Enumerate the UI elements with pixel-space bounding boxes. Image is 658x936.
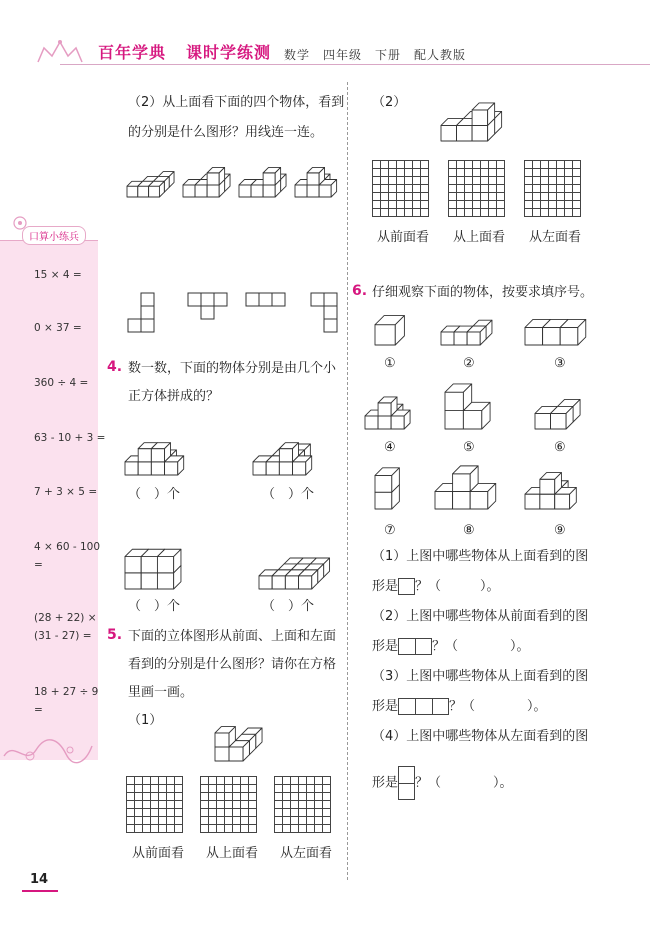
header-series: 课时学练测 (186, 43, 272, 62)
q6-1-shape (398, 578, 415, 595)
sidebar-item: = (34, 704, 43, 716)
q3-object-2 (182, 150, 230, 198)
q6-4-line2 (372, 766, 513, 800)
q5-part1-grid-left[interactable] (274, 776, 331, 833)
unit-cube (472, 103, 495, 126)
unit-cube (263, 167, 280, 184)
grid-label-top: 从上面看 (206, 846, 259, 861)
q6-figure-1 (374, 316, 404, 346)
unit-cube (467, 326, 486, 345)
sidebar-item: 15 × 4 = (34, 269, 82, 281)
sidebar-badge: 口算小练兵 (22, 226, 86, 245)
q4-object-4 (258, 530, 330, 590)
q6-figure-6 (534, 396, 580, 430)
q6-2-answer-blank[interactable]: ？（ ）。 (432, 639, 530, 654)
q5-part2-grid-left[interactable] (524, 160, 581, 217)
q6-number: 6. (352, 283, 368, 299)
q5-part2-object (440, 96, 502, 142)
unit-cube (445, 384, 472, 411)
unit-cube (299, 570, 318, 589)
q6-2-prefix: 形是 (372, 639, 399, 654)
grid-label-front: 从前面看 (132, 846, 185, 861)
q5-line2: 看到的分别是什么图形？请你在方格 (128, 657, 337, 672)
sidebar-item: 7 + 3 × 5 = (34, 486, 98, 498)
q4-object-2 (252, 416, 324, 476)
q6-4-prefix: 形是 (372, 775, 399, 791)
q6-figure-2 (440, 312, 492, 346)
q5-part1-grid-front[interactable] (126, 776, 183, 833)
q6-label-7: ⑦ (384, 523, 396, 538)
q6-label-8: ⑧ (463, 523, 475, 538)
q6-figure-4 (364, 388, 416, 430)
unit-cube (378, 397, 397, 416)
sidebar-item: 360 ÷ 4 = (34, 377, 89, 389)
sidebar-item: 18 + 27 ÷ 9 (34, 686, 99, 698)
page-number-underline (22, 890, 58, 892)
q3-part2-line1: （2）从上面看下面的四个物体，看到 (128, 95, 345, 110)
q6-label-4: ④ (384, 440, 396, 455)
q3-top-view-4 (310, 292, 340, 334)
q6-3-line1: （3）上图中哪些物体从上面看到的图 (372, 669, 589, 684)
q6-label-1: ① (384, 356, 396, 371)
column-divider (347, 82, 348, 880)
q3-object-3 (238, 150, 286, 198)
q6-figure-5 (444, 384, 490, 430)
page-number: 14 (30, 872, 49, 887)
q4-object-1 (124, 416, 196, 476)
q4-object-3 (124, 530, 196, 590)
q6-figure-3 (524, 316, 586, 346)
q5-line3: 里画一画。 (128, 685, 194, 700)
q6-2-line2 (372, 638, 530, 656)
q4-blank-4[interactable]: （ ）个 (262, 599, 315, 614)
q6-figure-8 (434, 466, 496, 510)
unit-cube (560, 319, 586, 345)
q6-label-6: ⑥ (554, 440, 566, 455)
q5-part1-object (214, 712, 262, 762)
header-brand: 百年学典 (98, 43, 167, 62)
q6-figure-7 (374, 468, 404, 510)
header-rule (60, 64, 650, 65)
q6-intro: 仔细观察下面的物体，按要求填序号。 (372, 285, 594, 300)
q4-number: 4. (107, 359, 123, 375)
q5-part1-label: （1） (128, 713, 163, 728)
unit-cube (215, 727, 235, 747)
q6-2-shape (398, 638, 432, 655)
unit-cube (551, 406, 574, 429)
grid-label-front: 从前面看 (377, 230, 430, 245)
q3-object-1 (126, 150, 174, 198)
q3-top-view-3 (245, 292, 287, 308)
q6-4-shape (398, 766, 415, 800)
unit-cube (453, 466, 479, 492)
unit-cube (151, 443, 170, 462)
header-crown-decoration (30, 36, 94, 66)
grid-label-left: 从左面看 (280, 846, 333, 861)
q6-label-2: ② (463, 356, 475, 371)
q5-line1: 下面的立体图形从前面、上面和左面 (128, 629, 337, 644)
q5-part1-grid-top[interactable] (200, 776, 257, 833)
sidebar-item: 4 × 60 - 100 (34, 541, 101, 553)
sidebar-item: 63 - 10 + 3 = (34, 432, 106, 444)
sidebar-panel (0, 240, 101, 760)
q3-part2-line2: 的分别是什么图形？用线连一连。 (128, 125, 324, 140)
q6-1-line1: （1）上图中哪些物体从上面看到的图 (372, 549, 589, 564)
sidebar-swirl-decoration (0, 736, 96, 766)
unit-cube (207, 167, 224, 184)
q4-line2: 正方体拼成的？ (128, 389, 220, 404)
q4-line1: 数一数，下面的物体分别是由几个小 (128, 361, 337, 376)
q6-4-line1: （4）上图中哪些物体从左面看到的图 (372, 729, 589, 744)
q3-top-view-2 (187, 292, 229, 322)
sidebar-item: (28 + 22) × (34, 612, 97, 624)
q6-label-3: ③ (554, 356, 566, 371)
q5-part2-grid-top[interactable] (448, 160, 505, 217)
sidebar-item: (31 - 27) = (34, 630, 92, 642)
q6-label-5: ⑤ (463, 440, 475, 455)
q5-part2-label: （2） (372, 95, 407, 110)
unit-cube (279, 443, 298, 462)
grid-label-left: 从左面看 (529, 230, 582, 245)
q5-part2-grid-front[interactable] (372, 160, 429, 217)
q6-3-line2 (372, 698, 547, 716)
unit-cube (157, 549, 181, 573)
q6-3-prefix: 形是 (372, 699, 399, 714)
q4-blank-2[interactable]: （ ）个 (262, 487, 315, 502)
q6-1-line2 (372, 578, 500, 596)
q6-3-shape (398, 698, 449, 715)
q6-4-answer-blank[interactable]: ？（ ）。 (415, 775, 513, 791)
q5-number: 5. (107, 627, 123, 643)
sidebar-item: = (34, 559, 43, 571)
sidebar-item: 0 × 37 = (34, 322, 82, 334)
q4-blank-3[interactable]: （ ）个 (128, 599, 181, 614)
unit-cube (149, 181, 165, 197)
header-info: 数学 四年级 下册 配人教版 (284, 48, 467, 62)
q6-figure-9 (524, 466, 586, 510)
unit-cube (540, 473, 562, 495)
q6-1-prefix: 形是 (372, 579, 399, 594)
q3-object-4 (294, 150, 342, 198)
grid-label-top: 从上面看 (453, 230, 506, 245)
unit-cube (307, 167, 324, 184)
q6-1-answer-blank[interactable]: ？（ ）。 (415, 579, 500, 594)
q4-blank-1[interactable]: （ ）个 (128, 487, 181, 502)
q6-label-9: ⑨ (554, 523, 566, 538)
q3-top-view-1 (127, 292, 157, 334)
unit-cube (375, 468, 399, 492)
unit-cube (375, 316, 404, 345)
q6-2-line1: （2）上图中哪些物体从前面看到的图 (372, 609, 589, 624)
q6-3-answer-blank[interactable]: ？（ ）。 (449, 699, 547, 714)
